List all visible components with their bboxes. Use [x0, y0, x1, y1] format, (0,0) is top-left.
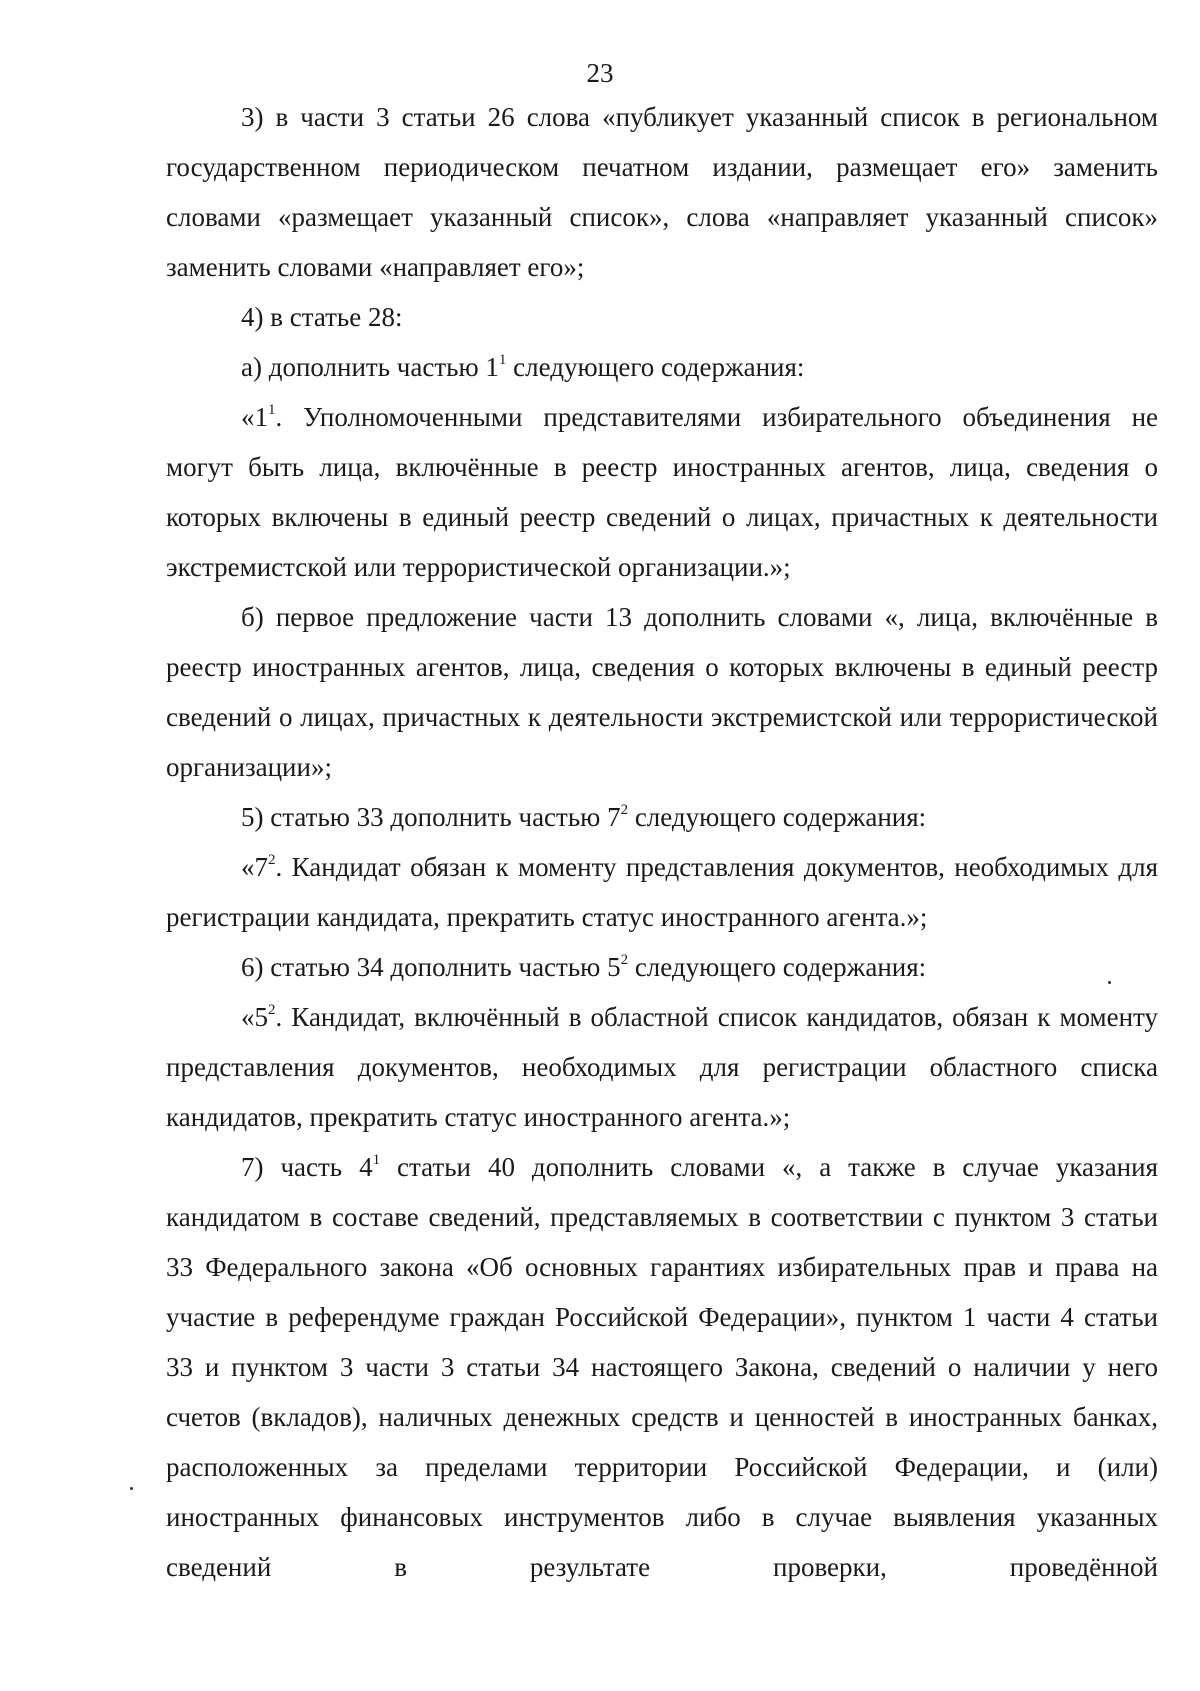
scan-speck [130, 1487, 133, 1490]
paragraph-item-4: 4) в статье 28: [241, 302, 403, 332]
scan-speck [1108, 981, 1111, 984]
page-number: 23 [586, 58, 614, 88]
paragraph-quote-1-1: «$1^1$. Уполномоченными представителями избирательного объединения не могут быть лица, включённые в реестр иностранных агентов, лица, сведения о которых включены в единый реестр сведений о лицах, причастных к деятельности экстремистской или террористической организации.»; [166, 402, 1158, 582]
paragraph-item-6: 6) статью 34 дополнить частью $5^2$ следующего содержания: [241, 952, 927, 982]
paragraph-quote-7-2: «$7^2$. Кандидат обязан к моменту представления документов, необходимых для регистрации кандидата, прекратить статус иностранного агента.»; [166, 852, 1158, 932]
paragraph-item-3: 3) в части 3 статьи 26 слова «публикует указанный список в региональном государственном периодическом печатном издании, размещает его» заменить словами «размещает указанный список», слова «направляет указанный список» заменить словами «направляет его»; [166, 102, 1158, 282]
paragraph-subitem-b: б) первое предложение части 13 дополнить словами «, лица, включённые в реестр иностранных агентов, лица, сведения о которых включены в единый реестр сведений о лицах, причастных к деятельности экстремистской или террористической организации»; [166, 602, 1158, 782]
paragraph-quote-5-2: «$5^2$. Кандидат, включённый в областной список кандидатов, обязан к моменту представления документов, необходимых для регистрации областного списка кандидатов, прекратить статус иностранного агента.»; [166, 1002, 1158, 1132]
paragraph-item-5: 5) статью 33 дополнить частью $7^2$ следующего содержания: [241, 802, 927, 832]
paragraph-item-7: 7) часть $4^1$ статьи 40 дополнить словами «, а также в случае указания кандидатом в составе сведений, представляемых в соответствии с пунктом 3 статьи 33 Федерального закона «Об основных гарантиях избирательных прав и права на участие в референдуме граждан Российской Федерации», пунктом 1 части 4 статьи 33 и пунктом 3 части 3 статьи 34 настоящего Закона, сведений о наличии у него счетов (вкладов), наличных денежных средств и ценностей в иностранных банках, расположенных за пределами территории Российской Федерации, и (или) иностранных финансовых инструментов либо в случае выявления указанных сведений в результате проверки, проведённой [166, 1152, 1158, 1582]
paragraph-subitem-a: а) дополнить частью $1^1$ следующего содержания: [241, 352, 805, 382]
document-body [166, 92, 1158, 1592]
